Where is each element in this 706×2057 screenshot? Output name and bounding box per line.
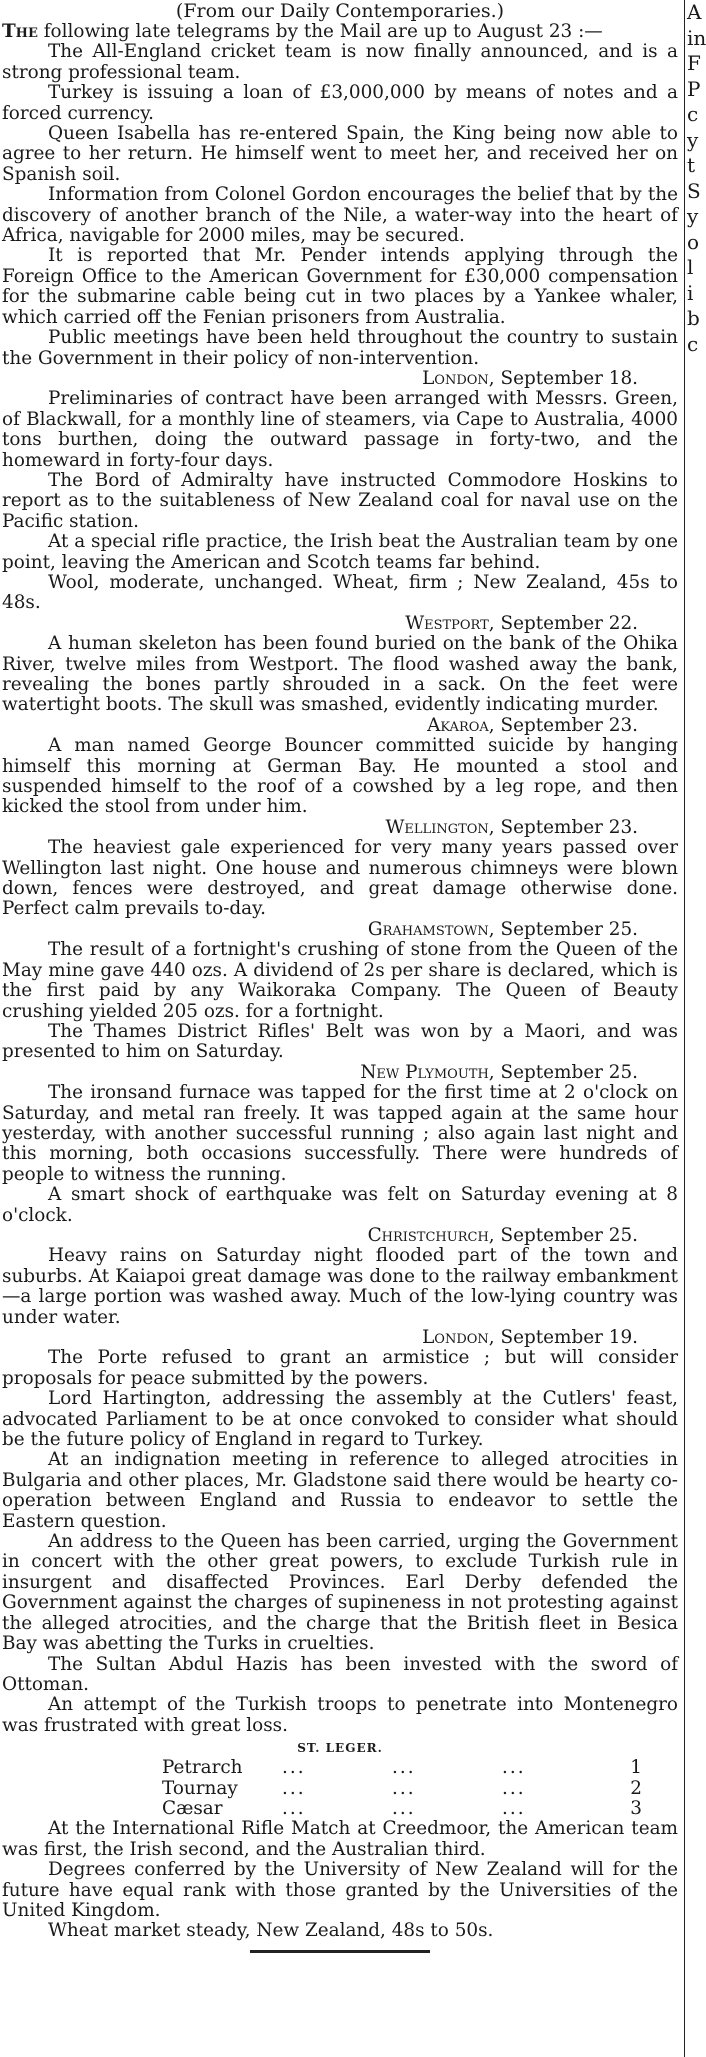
adjacent-column-fragment (687, 0, 706, 357)
st-leger-results-table (162, 1758, 642, 1819)
edge-letter: A (687, 0, 702, 24)
finish-place: 2 (630, 1777, 642, 1799)
news-paragraph: The Porte refused to grant an armistice ; but will consider proposals for peace submitted by the powers. (2, 1347, 678, 1389)
finish-place: 3 (630, 1797, 642, 1819)
section-akaroa (2, 736, 678, 818)
section-grahamstown (2, 940, 678, 1062)
edge-letter: S (687, 178, 701, 203)
news-paragraph: At a special rifle practice, the Irish beat the Australian team by one point, leaving the American and Scotch teams far behind. (2, 531, 678, 573)
st-leger-title: ST. LEGER. (297, 1741, 383, 1756)
section-westport (2, 634, 678, 716)
intro-line (2, 22, 678, 42)
dateline-london-sept-19: London, September 19. (422, 1327, 638, 1348)
horse-name: Tournay (162, 1777, 238, 1799)
dateline-akaroa: Akaroa, September 23. (427, 714, 638, 736)
dateline-christchurch: Christchurch, September 25. (367, 1224, 638, 1246)
edge-letter: c (687, 331, 699, 356)
news-paragraph: Queen Isabella has re-entered Spain, the King being now able to agree to her return. He himself went to meet her, and received her on Spanish soil. (2, 123, 678, 185)
news-paragraph: Lord Hartington, addressing the assembly at the Cutlers' feast, advocated Parliament to be at once convoked to consider what should be the future policy of England in regard to Turkey. (2, 1388, 678, 1451)
intro-text: following late telegrams by the Mail are up to August 23 :— (43, 21, 603, 42)
news-paragraph: The heaviest gale experienced for very many years passed over Wellington last night. One house and numerous chimneys were blown down, fences were destroyed, and great damage otherwise done. Perfect calm prevails to-day. (2, 837, 678, 920)
table-row (162, 1758, 642, 1778)
leader-dots: ... (502, 1777, 526, 1799)
leader-dots: ... (392, 1757, 416, 1779)
news-paragraph: An attempt of the Turkish troops to penetrate into Montenegro was frustrated with great loss. (2, 1694, 678, 1736)
edge-letter: c (687, 102, 699, 126)
news-paragraph: An address to the Queen has been carried, urging the Government in concert with the other great powers, to exclude Turkish rule in insurgent and disaffected Provinces. Earl Derby defended the Government against the charges of supineness in not protesting against the alleged atrocities, and the charge that the British fleet in Besica Bay was abetting the Turks in cruelties. (2, 1531, 678, 1655)
article-header: (From our Daily Contemporaries.) (175, 0, 505, 22)
dateline-westport: Westport, September 22. (405, 612, 638, 634)
news-paragraph: Wool, moderate, unchanged. Wheat, firm ; New Zealand, 45s to 48s. (2, 571, 678, 614)
section-wellington (2, 838, 678, 920)
news-paragraph: The All-England cricket team is now finally announced, and is a strong professional team. (2, 41, 678, 83)
table-row (162, 1799, 642, 1819)
leader-dots: ... (282, 1777, 306, 1799)
horse-name: Cæsar (162, 1797, 223, 1819)
edge-letter: l (687, 255, 694, 279)
news-paragraph: The result of a fortnight's crushing of stone from the Queen of the May mine gave 440 ozs. A dividend of 2s per share is declared, which is the first paid by any Waikoraka Company. The Queen of Beauty crushing yielded 205 ozs. for a fortnight. (2, 939, 678, 1022)
edge-letter: in (687, 25, 706, 50)
leader-dots: ... (282, 1797, 306, 1819)
closing-rule (250, 1950, 430, 1953)
news-paragraph: Public meetings have been held throughout the country to sustain the Government in their policy of non-intervention. (2, 327, 678, 369)
section-london-18 (2, 389, 678, 613)
news-paragraph: The Bord of Admiralty have instructed Commodore Hoskins to report as to the suitableness of New Zealand coal for naval use on the Pacific station. (2, 469, 678, 532)
leader-dots: ... (282, 1757, 306, 1779)
leader-dots: ... (502, 1757, 526, 1779)
leader-dots: ... (392, 1777, 416, 1799)
news-paragraph: It is reported that Mr. Pender intends applying through the Foreign Office to the American Government for £30,000 compensation for the submarine cable being cut in two places by a Yankee whaler, which carried off the Fenian prisoners from Australia. (2, 245, 678, 328)
news-paragraph: The Thames District Rifles' Belt was won by a Maori, and was presented to him on Saturday. (2, 1020, 678, 1063)
news-paragraph: At an indignation meeting in reference to alleged atrocities in Bulgaria and other places, Mr. Gladstone said there would be hearty co-operation between England and Russia to endeavor to settle the Eastern question. (2, 1449, 678, 1532)
dateline-new-plymouth: New Plymouth, September 25. (360, 1061, 638, 1083)
edge-letter: i (687, 280, 694, 305)
edge-letter: P (687, 76, 701, 101)
column-divider (684, 0, 685, 2057)
dateline-wellington: Wellington, September 23. (385, 816, 638, 838)
horse-name: Petrarch (162, 1757, 243, 1779)
edge-letter: b (687, 306, 700, 330)
edge-letter: y (687, 204, 699, 228)
finish-place: 1 (630, 1757, 642, 1779)
section-closing (2, 1819, 678, 1941)
dateline-london-sept-18: London, September 18. (422, 367, 638, 389)
leader-dots: ... (502, 1797, 526, 1819)
news-paragraph: Turkey is issuing a loan of £3,000,000 by means of notes and a forced currency. (2, 82, 678, 124)
section-august-telegrams (2, 42, 678, 369)
dateline-grahamstown: Grahamstown, September 25. (367, 918, 638, 940)
edge-letter: F (687, 51, 701, 75)
news-paragraph: Preliminaries of contract have been arranged with Messrs. Green, of Blackwall, for a monthly line of steamers, via Cape to Australia, 4000 tons burthen, doing the outward passage in forty-two, and the homeward in forty-four days. (2, 388, 678, 471)
news-paragraph: Heavy rains on Saturday night flooded part of the town and suburbs. At Kaiapoi great damage was done to the railway embankment—a large portion was washed away. Much of the low-lying country was under water. (2, 1245, 678, 1328)
news-paragraph: Degrees conferred by the University of New Zealand will for the future have equal rank with those granted by the Universities of the United Kingdom. (2, 1859, 678, 1921)
section-christchurch (2, 1246, 678, 1328)
news-paragraph: A human skeleton has been found buried on the bank of the Ohika River, twelve miles from Westport. The flood washed away the bank, revealing the bones partly shrouded in a sack. On the feet were watertight boots. The skull was smashed, evidently indicating murder. (2, 633, 678, 716)
news-paragraph: At the International Rifle Match at Creedmoor, the American team was first, the Irish second, and the Australian third. (2, 1818, 678, 1860)
intro-lead-word: The (2, 21, 38, 42)
leader-dots: ... (392, 1797, 416, 1819)
news-paragraph: Wheat market steady, New Zealand, 48s to 50s. (48, 1920, 494, 1942)
edge-letter: o (687, 229, 700, 254)
news-paragraph: The Sultan Abdul Hazis has been invested with the sword of Ottoman. (2, 1653, 678, 1695)
news-paragraph: A man named George Bouncer committed suicide by hanging himself this morning at German Bay. He mounted a stool and suspended himself to the roof of a cowshed by a leg rope, and then kicked the stool from under him. (2, 735, 678, 818)
news-paragraph: A smart shock of earthquake was felt on Saturday evening at 8 o'clock. (2, 1184, 678, 1226)
news-paragraph: Information from Colonel Gordon encourages the belief that by the discovery of another branch of the Nile, a water-way into the heart of Africa, navigable for 2000 miles, may be secured. (2, 184, 678, 247)
section-new-plymouth (2, 1083, 678, 1226)
edge-letter: t (687, 153, 696, 177)
section-london-19 (2, 1348, 678, 1736)
table-row (162, 1779, 642, 1799)
edge-letter: y (687, 127, 699, 152)
news-paragraph: The ironsand furnace was tapped for the first time at 2 o'clock on Saturday, and metal ran freely. It was tapped again at the same hour yesterday, with another successful running ; also again last night and this morning, both occasions successfully. There were hundreds of people to witness the running. (2, 1082, 678, 1185)
